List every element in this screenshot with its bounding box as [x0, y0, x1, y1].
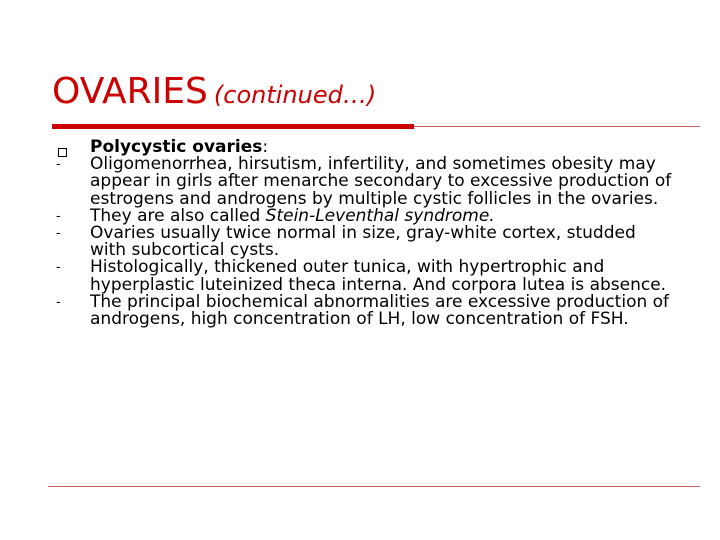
dash-bullet-icon: -	[56, 226, 61, 242]
dash-bullet-icon: -	[56, 260, 61, 276]
slide-title-main: OVARIES	[52, 71, 208, 112]
list-item-text: The principal biochemical abnormalities are excessive production of androgens, high concentration of LH, low concentration of FSH.	[90, 291, 670, 330]
list-item-emphasis: Stein-Leventhal syndrome.	[265, 205, 495, 226]
heading-term: Polycystic ovaries	[90, 137, 263, 157]
list-item	[52, 291, 672, 330]
list-item-text: Histologically, thickened outer tunica, with hypertrophic and hyperplastic luteinized theca interna. And corpora lutea is absence.	[90, 257, 667, 295]
title-underline-thin	[414, 126, 700, 127]
list-item-text: Ovaries usually twice normal in size, gray-white cortex, studded with subcortical cysts.	[90, 223, 636, 261]
list-item	[52, 259, 672, 293]
dash-bullet-icon: -	[56, 208, 61, 224]
footer-divider	[48, 486, 700, 487]
heading-suffix: :	[262, 137, 269, 157]
list-item-text: Oligomenorrhea, hirsutism, infertility, and sometimes obesity may appear in girls after menarche secondary to excessive production of estrogens and androgens by multiple cystic follicles in the ovaries.	[90, 154, 672, 209]
dash-bullet-icon: -	[56, 294, 61, 310]
list-item	[52, 225, 672, 259]
list-item-text: They are also called	[90, 205, 266, 226]
bullet-list	[52, 139, 672, 328]
dash-bullet-icon: -	[56, 157, 61, 173]
slide-title	[52, 71, 377, 112]
slide-title-subtitle: (continued…)	[213, 81, 377, 109]
title-underline-accent	[52, 124, 414, 129]
list-item	[52, 156, 672, 208]
